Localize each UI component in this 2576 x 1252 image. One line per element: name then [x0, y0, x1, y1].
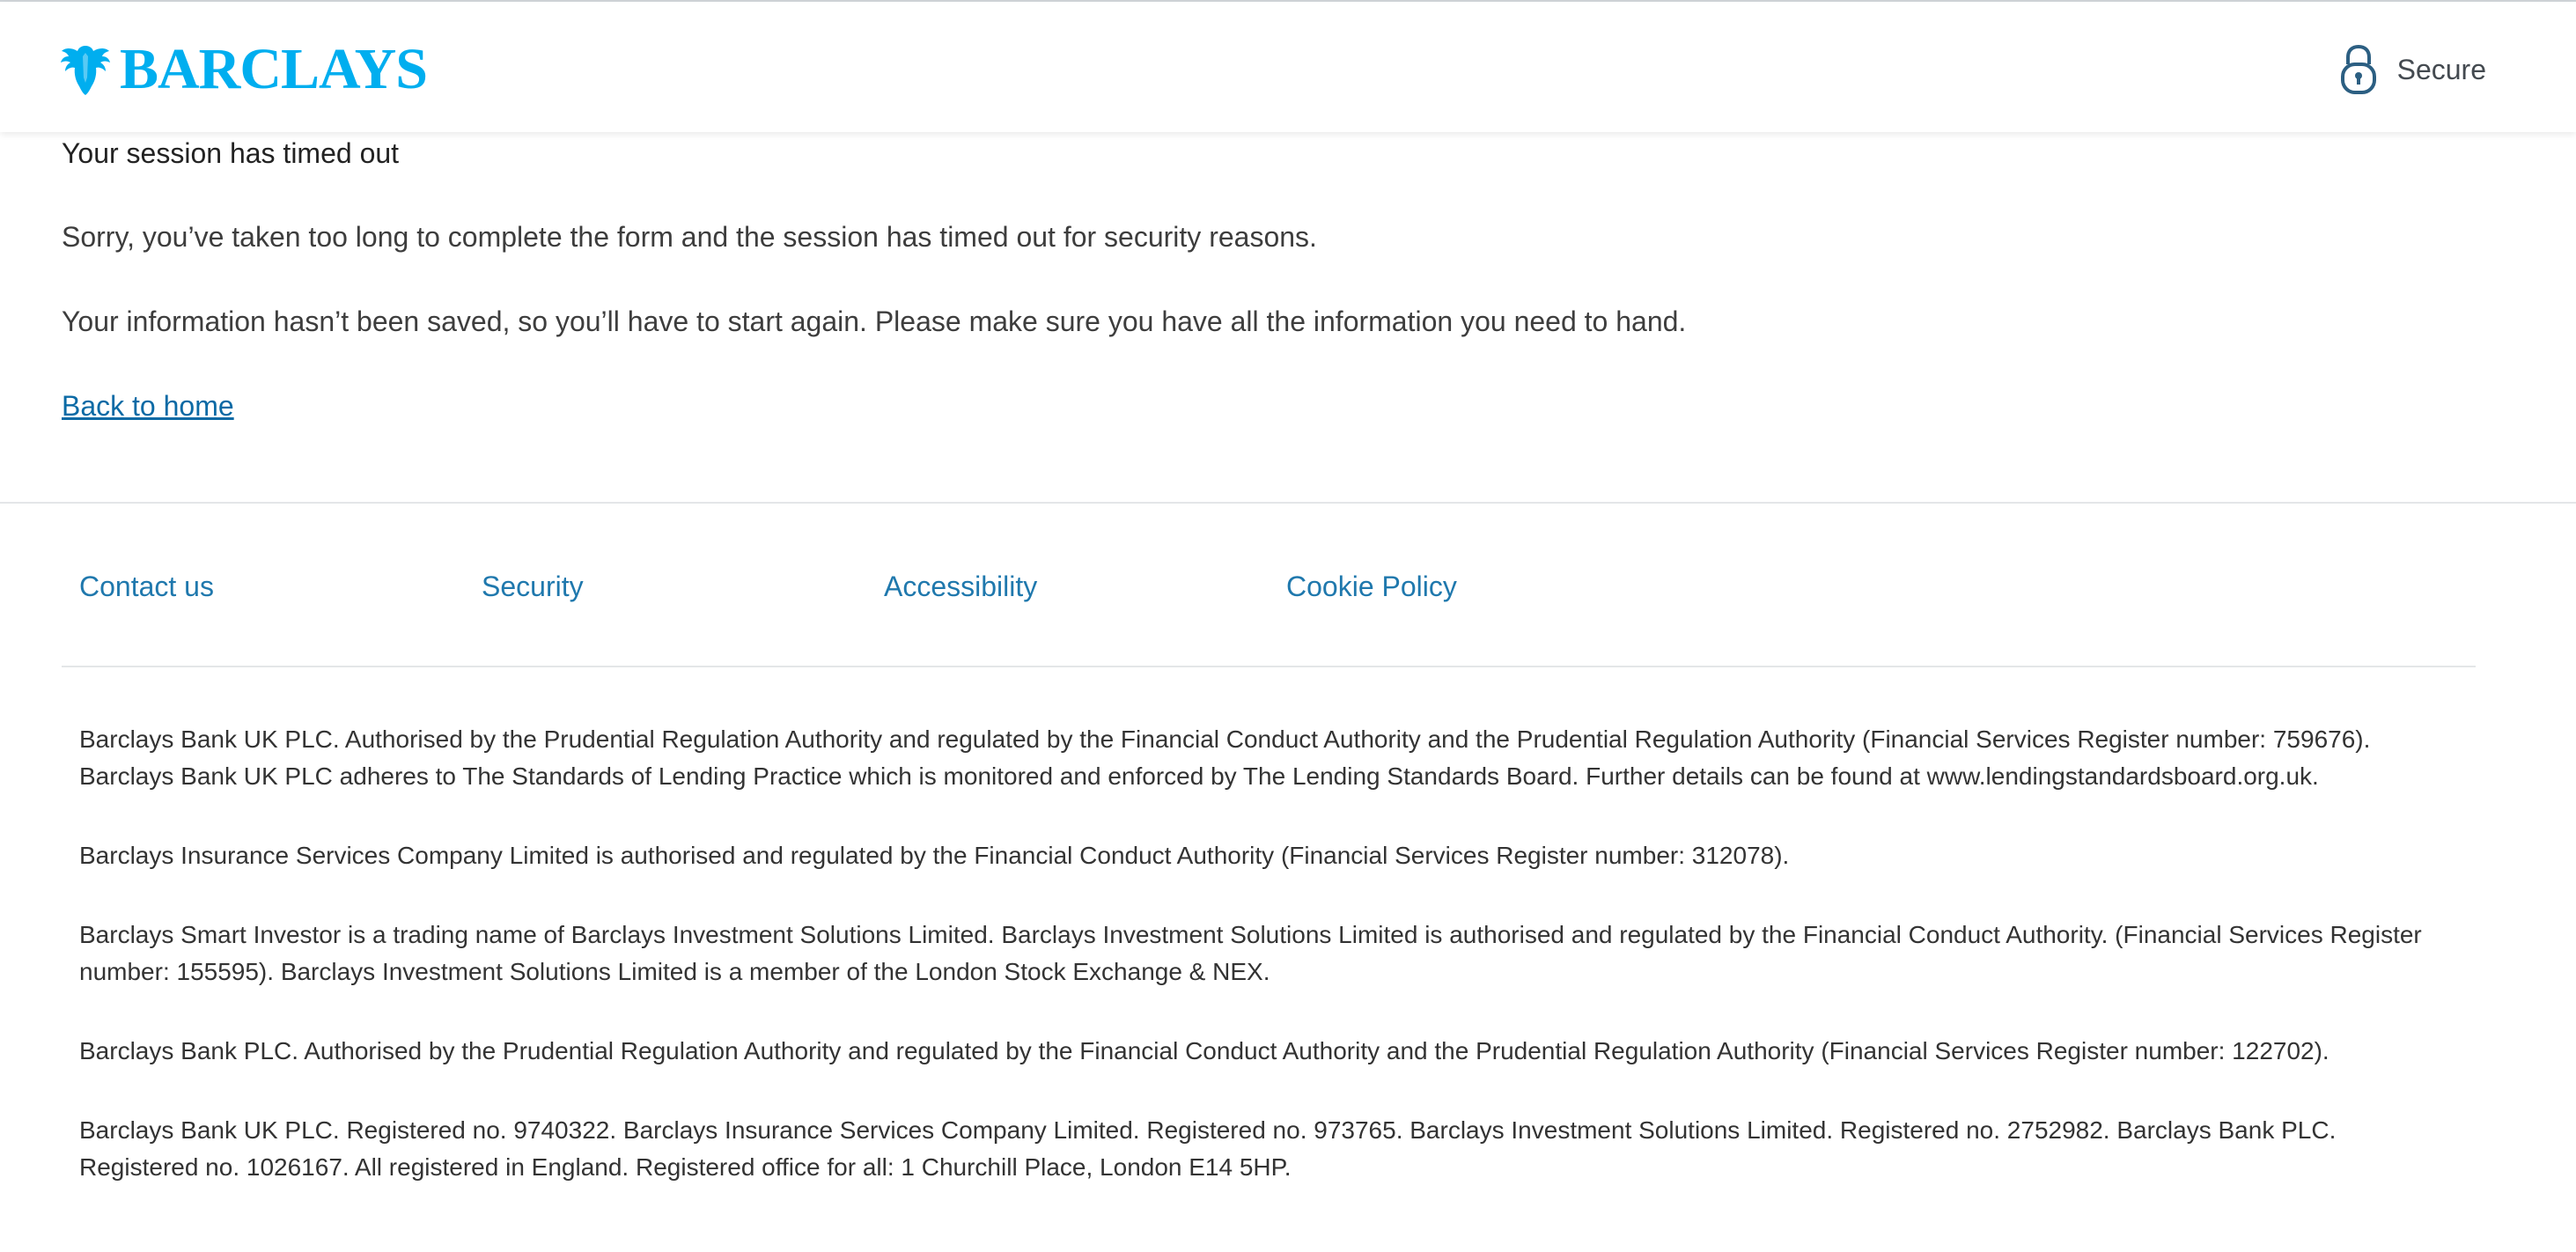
- brand-name: BARCLAYS: [120, 37, 428, 101]
- secure-indicator: [2339, 41, 2486, 99]
- legal-text-barclays-bank-uk: Barclays Bank UK PLC. Authorised by the Prudential Regulation Authority and regulated by the Financial Conduct Authority and the Prudential Regulation Authority (Financial Services Register number: 759676). Barclays Bank UK PLC adheres to The Standards of Lending Practice which is monitored and enforced by The Lending Standards Board. Further details can be found at www.lendingstandardsboard.org.uk.: [79, 725, 2371, 790]
- footer-divider: [62, 666, 2476, 667]
- padlock-icon: [2339, 43, 2378, 96]
- legal-text-barclays-bank-plc: Barclays Bank PLC. Authorised by the Prudential Regulation Authority and regulated by the Financial Conduct Authority and the Prudential Regulation Authority (Financial Services Register number: 122702).: [79, 1037, 2329, 1064]
- footer-link-security[interactable]: Security: [482, 571, 584, 602]
- restart-message: Your information hasn’t been saved, so you’ll have to start again. Please make sure you have all the information you need to hand.: [62, 306, 1687, 337]
- footer-link-cookie-policy[interactable]: Cookie Policy: [1286, 571, 1457, 602]
- footer-link-contact-us[interactable]: Contact us: [79, 571, 214, 602]
- barclays-logo[interactable]: [60, 37, 428, 101]
- secure-label: Secure: [2396, 53, 2486, 85]
- footer-link-accessibility[interactable]: Accessibility: [884, 571, 1038, 602]
- timeout-message: Sorry, you’ve taken too long to complete the form and the session has timed out for security reasons.: [62, 221, 1317, 253]
- content-divider: [0, 502, 2576, 504]
- legal-text-insurance-services: Barclays Insurance Services Company Limited is authorised and regulated by the Financial Conduct Authority (Financial Services Register number: 312078).: [79, 842, 1790, 869]
- legal-text-registration: Barclays Bank UK PLC. Registered no. 9740322. Barclays Insurance Services Company Limited. Registered no. 973765. Barclays Investment Solutions Limited. Registered no. 2752982. Barclays Bank PLC. Registered no. 1026167. All registered in England. Registered office for all: 1 Churchill Place, London E14 5HP.: [79, 1116, 2337, 1181]
- back-to-home-link[interactable]: Back to home: [62, 390, 234, 422]
- legal-text-smart-investor: Barclays Smart Investor is a trading name of Barclays Investment Solutions Limited. Barclays Investment Solutions Limited is authorised and regulated by the Financial Conduct Authority. (Financial Services Register number: 155595). Barclays Investment Solutions Limited is a member of the London Stock Exchange & NEX.: [79, 921, 2422, 985]
- site-header: [0, 2, 2576, 132]
- eagle-icon: [60, 42, 111, 97]
- page-title: Your session has timed out: [62, 137, 400, 169]
- footer-nav: [79, 571, 1689, 603]
